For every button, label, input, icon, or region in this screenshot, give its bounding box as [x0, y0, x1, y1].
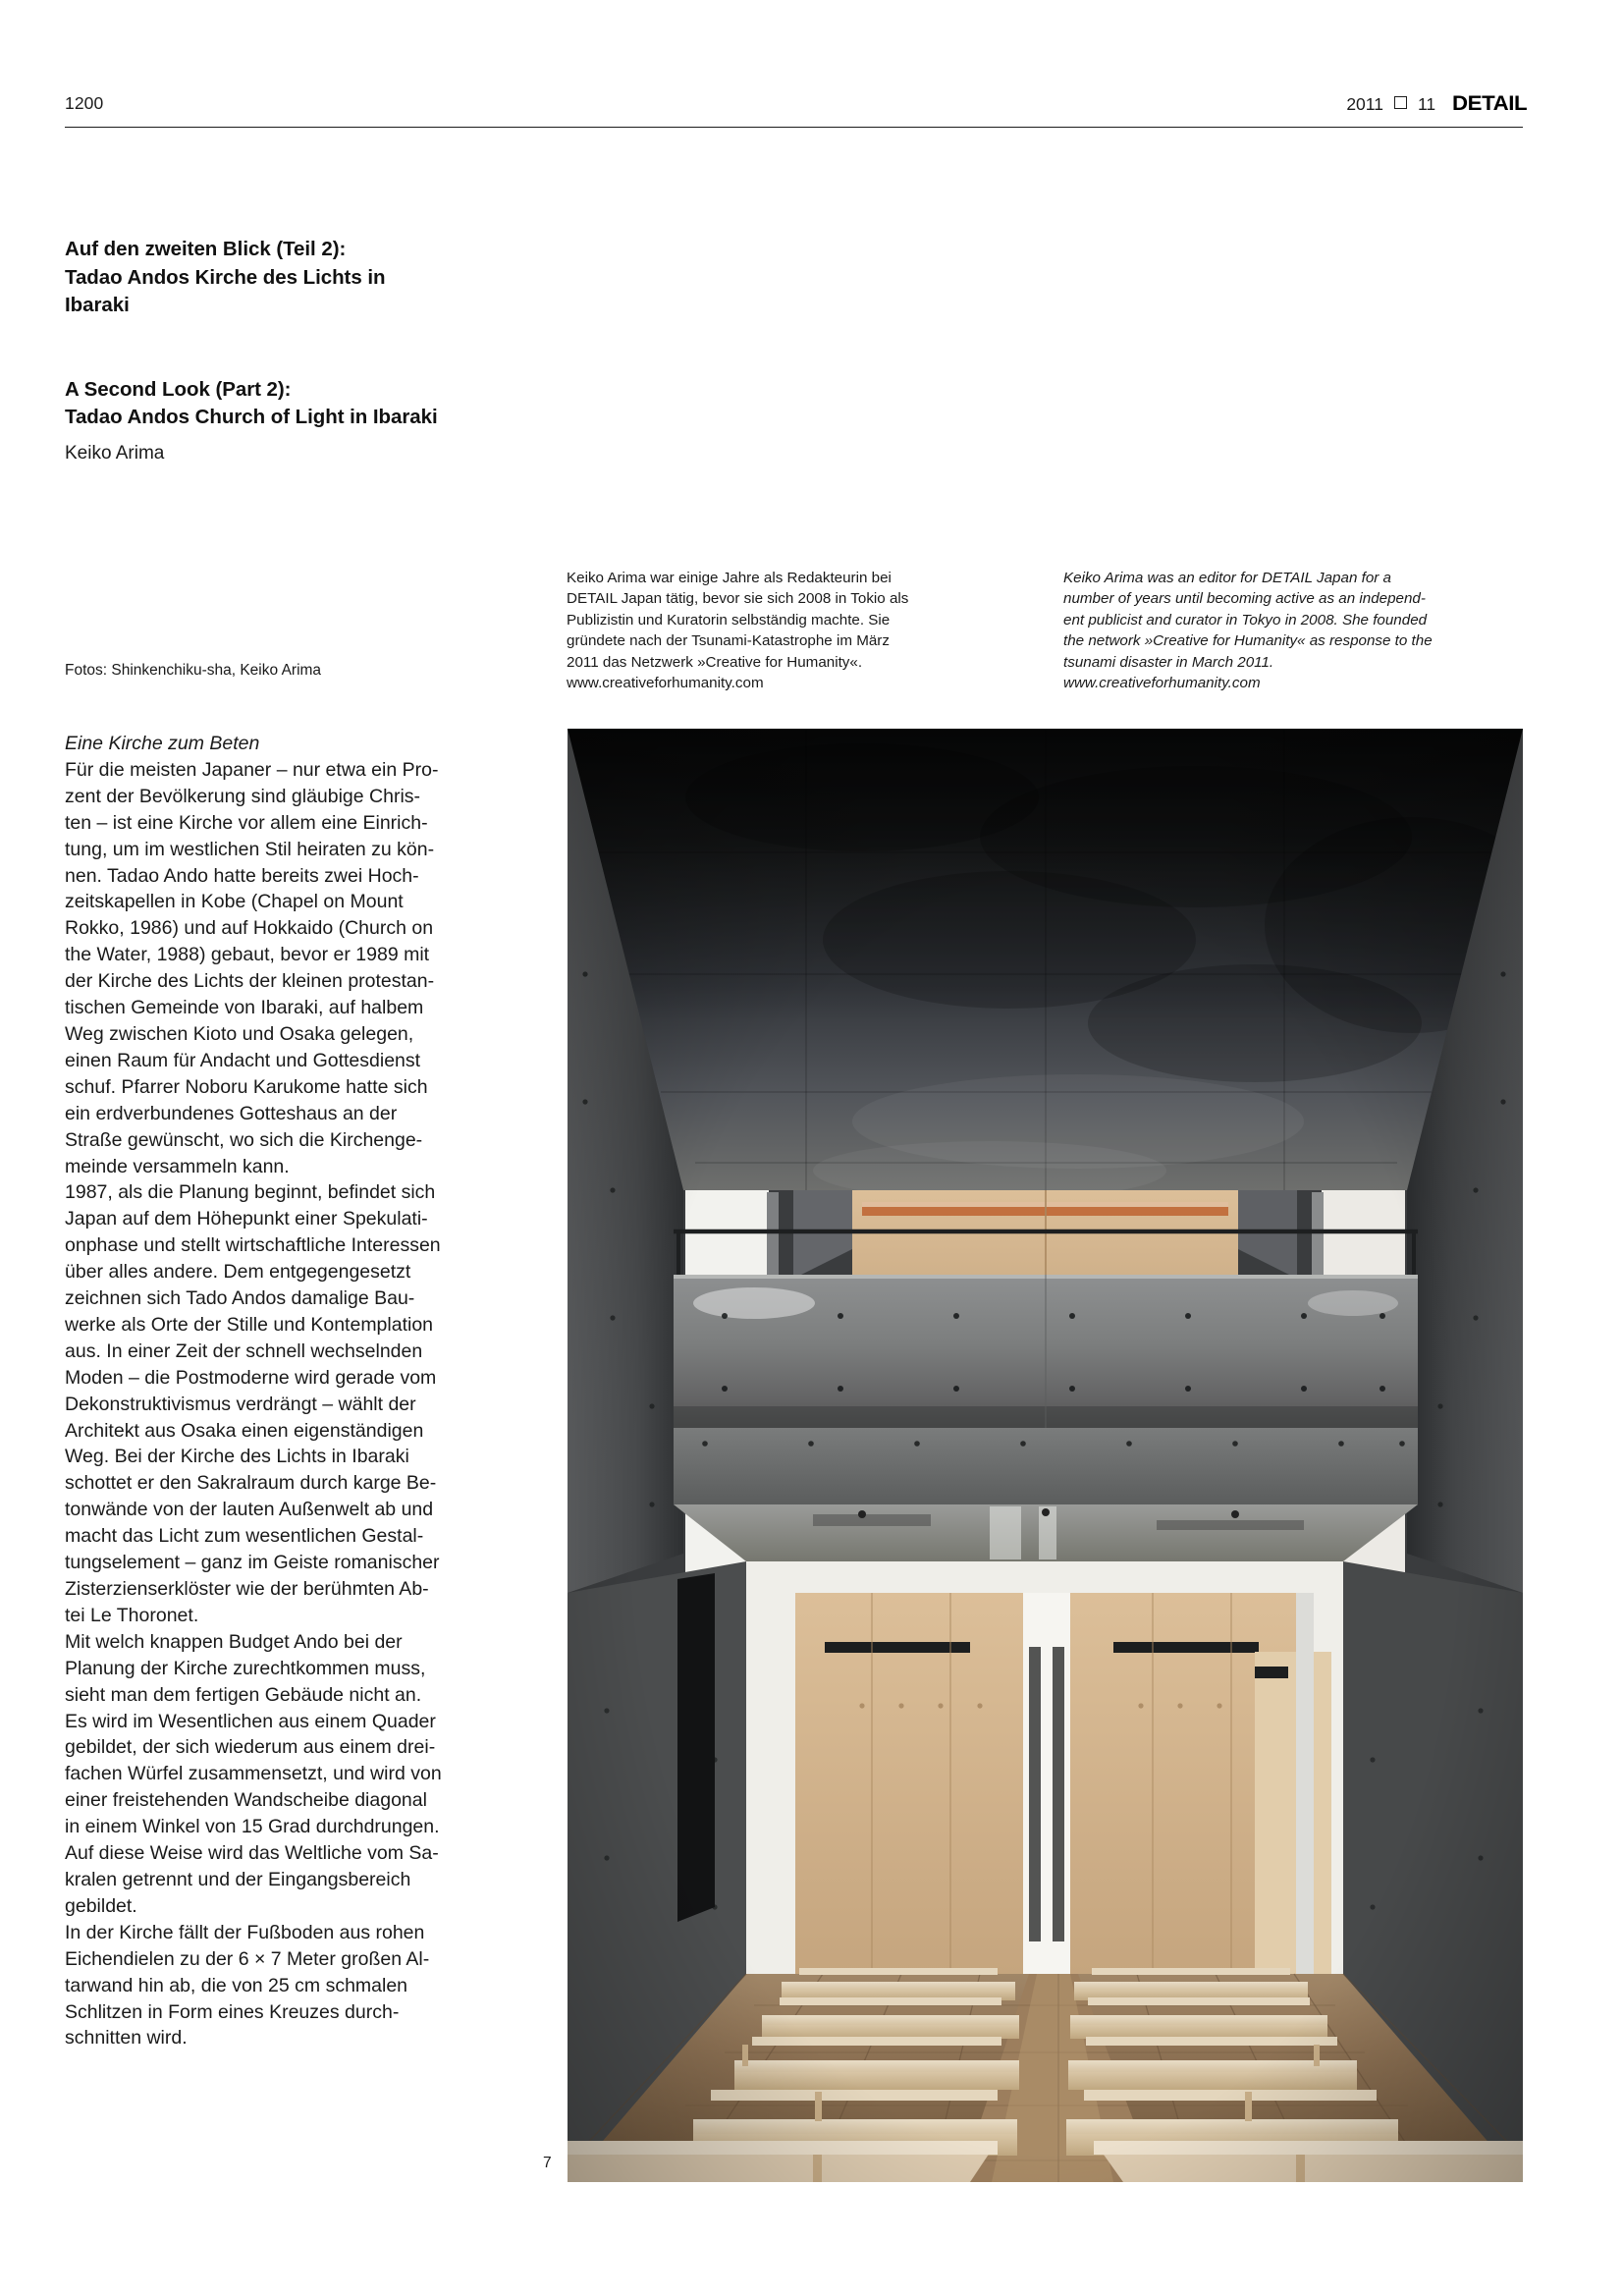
bio-de-website: www.creativeforhumanity.com — [567, 675, 764, 692]
author-byline: Keiko Arima — [65, 443, 165, 464]
body-line: Moden – die Postmoderne wird gerade vom — [65, 1366, 437, 1389]
issue-year: 2011 — [1346, 94, 1383, 114]
bio-en-line: the network »Creative for Humanity« as response to the — [1063, 632, 1433, 650]
body-line: macht das Licht zum wesentlichen Gestal- — [65, 1525, 424, 1548]
body-line: schnitten wird. — [65, 2027, 188, 2050]
body-line: Weg. Bei der Kirche des Lichts in Ibaraki — [65, 1446, 409, 1468]
bio-en-line: number of years until becoming active as an independ- — [1063, 590, 1426, 608]
body-line: Es wird im Wesentlichen aus einem Quader — [65, 1710, 436, 1732]
body-line: tung, um im westlichen Stil heiraten zu kön- — [65, 838, 435, 860]
figure-number: 7 — [543, 2155, 552, 2171]
header-rule — [65, 127, 1523, 128]
bio-en-line: ent publicist and curator in Tokyo in 2008. She founded — [1063, 611, 1428, 629]
body-line: gebildet. — [65, 1894, 137, 1917]
body-line: ein erdverbundenes Gotteshaus an der — [65, 1102, 398, 1124]
body-line: tungselement – ganz im Geiste romanischer — [65, 1552, 440, 1574]
body-line: onphase und stellt wirtschaftliche Interessen — [65, 1234, 441, 1257]
body-line: ten – ist eine Kirche vor allem eine Einrich- — [65, 811, 428, 834]
body-line: sieht man dem fertigen Gebäude nicht an. — [65, 1683, 422, 1706]
church-interior-photograph — [568, 729, 1523, 2182]
body-line: Auf diese Weise wird das Weltliche vom Sa- — [65, 1842, 439, 1865]
body-line: In der Kirche fällt der Fußboden aus rohen — [65, 1921, 425, 1943]
body-line: tei Le Thoronet. — [65, 1604, 199, 1626]
body-line: der Kirche des Lichts der kleinen protestan- — [65, 970, 435, 993]
body-line: tonwände von der lauten Außenwelt ab und — [65, 1499, 434, 1521]
body-line: Weg zwischen Kioto und Osaka gelegen, — [65, 1022, 414, 1045]
body-line: über alles andere. Dem entgegengesetzt — [65, 1261, 411, 1284]
body-line: Straße gewünscht, wo sich die Kirchenge- — [65, 1128, 423, 1151]
body-line: fachen Würfel zusammensetzt, und wird von — [65, 1763, 442, 1785]
body-line: zeichnen sich Tado Andos damalige Bau- — [65, 1287, 415, 1310]
body-line: nen. Tadao Ando hatte bereits zwei Hoch- — [65, 864, 419, 887]
bio-en-line: Keiko Arima was an editor for DETAIL Japan for a — [1063, 570, 1391, 586]
body-line: tischen Gemeinde von Ibaraki, auf halbem — [65, 997, 424, 1019]
body-line: Dekonstruktivismus verdrängt – wählt der — [65, 1393, 416, 1415]
body-line: Rokko, 1986) und auf Hokkaido (Church on — [65, 917, 434, 940]
body-line: Eichendielen zu der 6 × 7 Meter großen Al- — [65, 1947, 430, 1970]
author-bio-german — [567, 568, 989, 693]
body-subheading: Eine Kirche zum Beten — [65, 733, 260, 754]
bio-de-line: DETAIL Japan tätig, bevor sie sich 2008 in Tokio als — [567, 590, 909, 608]
body-paragraph-lines — [65, 757, 552, 2051]
page-title-en-line-1: A Second Look (Part 2): — [65, 377, 292, 401]
bio-de-line: Publizistin und Kuratorin selbständig machte. Sie — [567, 611, 891, 629]
body-line: aus. In einer Zeit der schnell wechselnden — [65, 1339, 423, 1362]
body-line: 1987, als die Planung beginnt, befindet sich — [65, 1181, 436, 1204]
body-line: Architekt aus Osaka einen eigenständigen — [65, 1419, 424, 1442]
masthead-logo: DETAIL — [1452, 92, 1528, 115]
body-line: meinde versammeln kann. — [65, 1155, 290, 1177]
page-title-de-line-3: Ibaraki — [65, 294, 130, 316]
body-line: gebildet, der sich wiederum aus einem drei- — [65, 1736, 436, 1759]
bio-de-line: 2011 das Netzwerk »Creative for Humanity«. — [567, 653, 863, 671]
body-line: in einem Winkel von 15 Grad durchdrungen. — [65, 1816, 440, 1838]
author-bio-english — [1063, 568, 1527, 693]
body-line: the Water, 1988) gebaut, bevor er 1989 mit — [65, 944, 430, 966]
body-line: Japan auf dem Höhepunkt einer Spekulati- — [65, 1208, 428, 1230]
running-head — [65, 92, 1528, 127]
page-title-en-line-2: Tadao Andos Church of Light in Ibaraki — [65, 406, 438, 428]
page-title-de-line-1: Auf den zweiten Blick (Teil 2): — [65, 238, 347, 260]
issue-block — [1346, 92, 1528, 116]
bio-de-line: gründete nach der Tsunami-Katastrophe im März — [567, 632, 890, 650]
body-line: tarwand hin ab, die von 25 cm schmalen — [65, 1974, 408, 1996]
square-icon — [1394, 96, 1407, 109]
body-line: Zisterzienserklöster wie der berühmten Ab- — [65, 1578, 429, 1600]
body-line: kralen getrennt und der Eingangsbereich — [65, 1868, 411, 1890]
body-line: schuf. Pfarrer Noboru Karukome hatte sich — [65, 1075, 428, 1098]
body-line: werke als Orte der Stille und Kontemplation — [65, 1313, 434, 1336]
body-line: Mit welch knappen Budget Ando bei der — [65, 1630, 403, 1653]
body-line: einen Raum für Andacht und Gottesdienst — [65, 1049, 421, 1071]
photograph-artwork — [568, 729, 1523, 2182]
photo-credit: Fotos: Shinkenchiku-sha, Keiko Arima — [65, 662, 322, 679]
body-line: Schlitzen in Form eines Kreuzes durch- — [65, 2000, 400, 2023]
body-line: schottet er den Sakralraum durch karge Be- — [65, 1472, 437, 1495]
issue-number: 11 — [1417, 94, 1436, 114]
page-folio: 1200 — [65, 93, 104, 113]
body-line: zent der Bevölkerung sind gläubige Chris- — [65, 785, 421, 807]
page-title-de-line-2: Tadao Andos Kirche des Lichts in — [65, 265, 386, 289]
bio-en-line: tsunami disaster in March 2011. — [1063, 653, 1274, 671]
body-line: einer freistehenden Wandscheibe diagonal — [65, 1789, 427, 1812]
article-body-column — [65, 731, 552, 2051]
body-line: Für die meisten Japaner – nur etwa ein Pro- — [65, 758, 439, 781]
title-block — [65, 236, 575, 432]
bio-de-line: Keiko Arima war einige Jahre als Redakteurin bei — [567, 570, 892, 586]
body-line: zeitskapellen in Kobe (Chapel on Mount — [65, 891, 404, 913]
bio-en-website: www.creativeforhumanity.com — [1063, 675, 1261, 692]
body-line: Planung der Kirche zurechtkommen muss, — [65, 1657, 426, 1679]
